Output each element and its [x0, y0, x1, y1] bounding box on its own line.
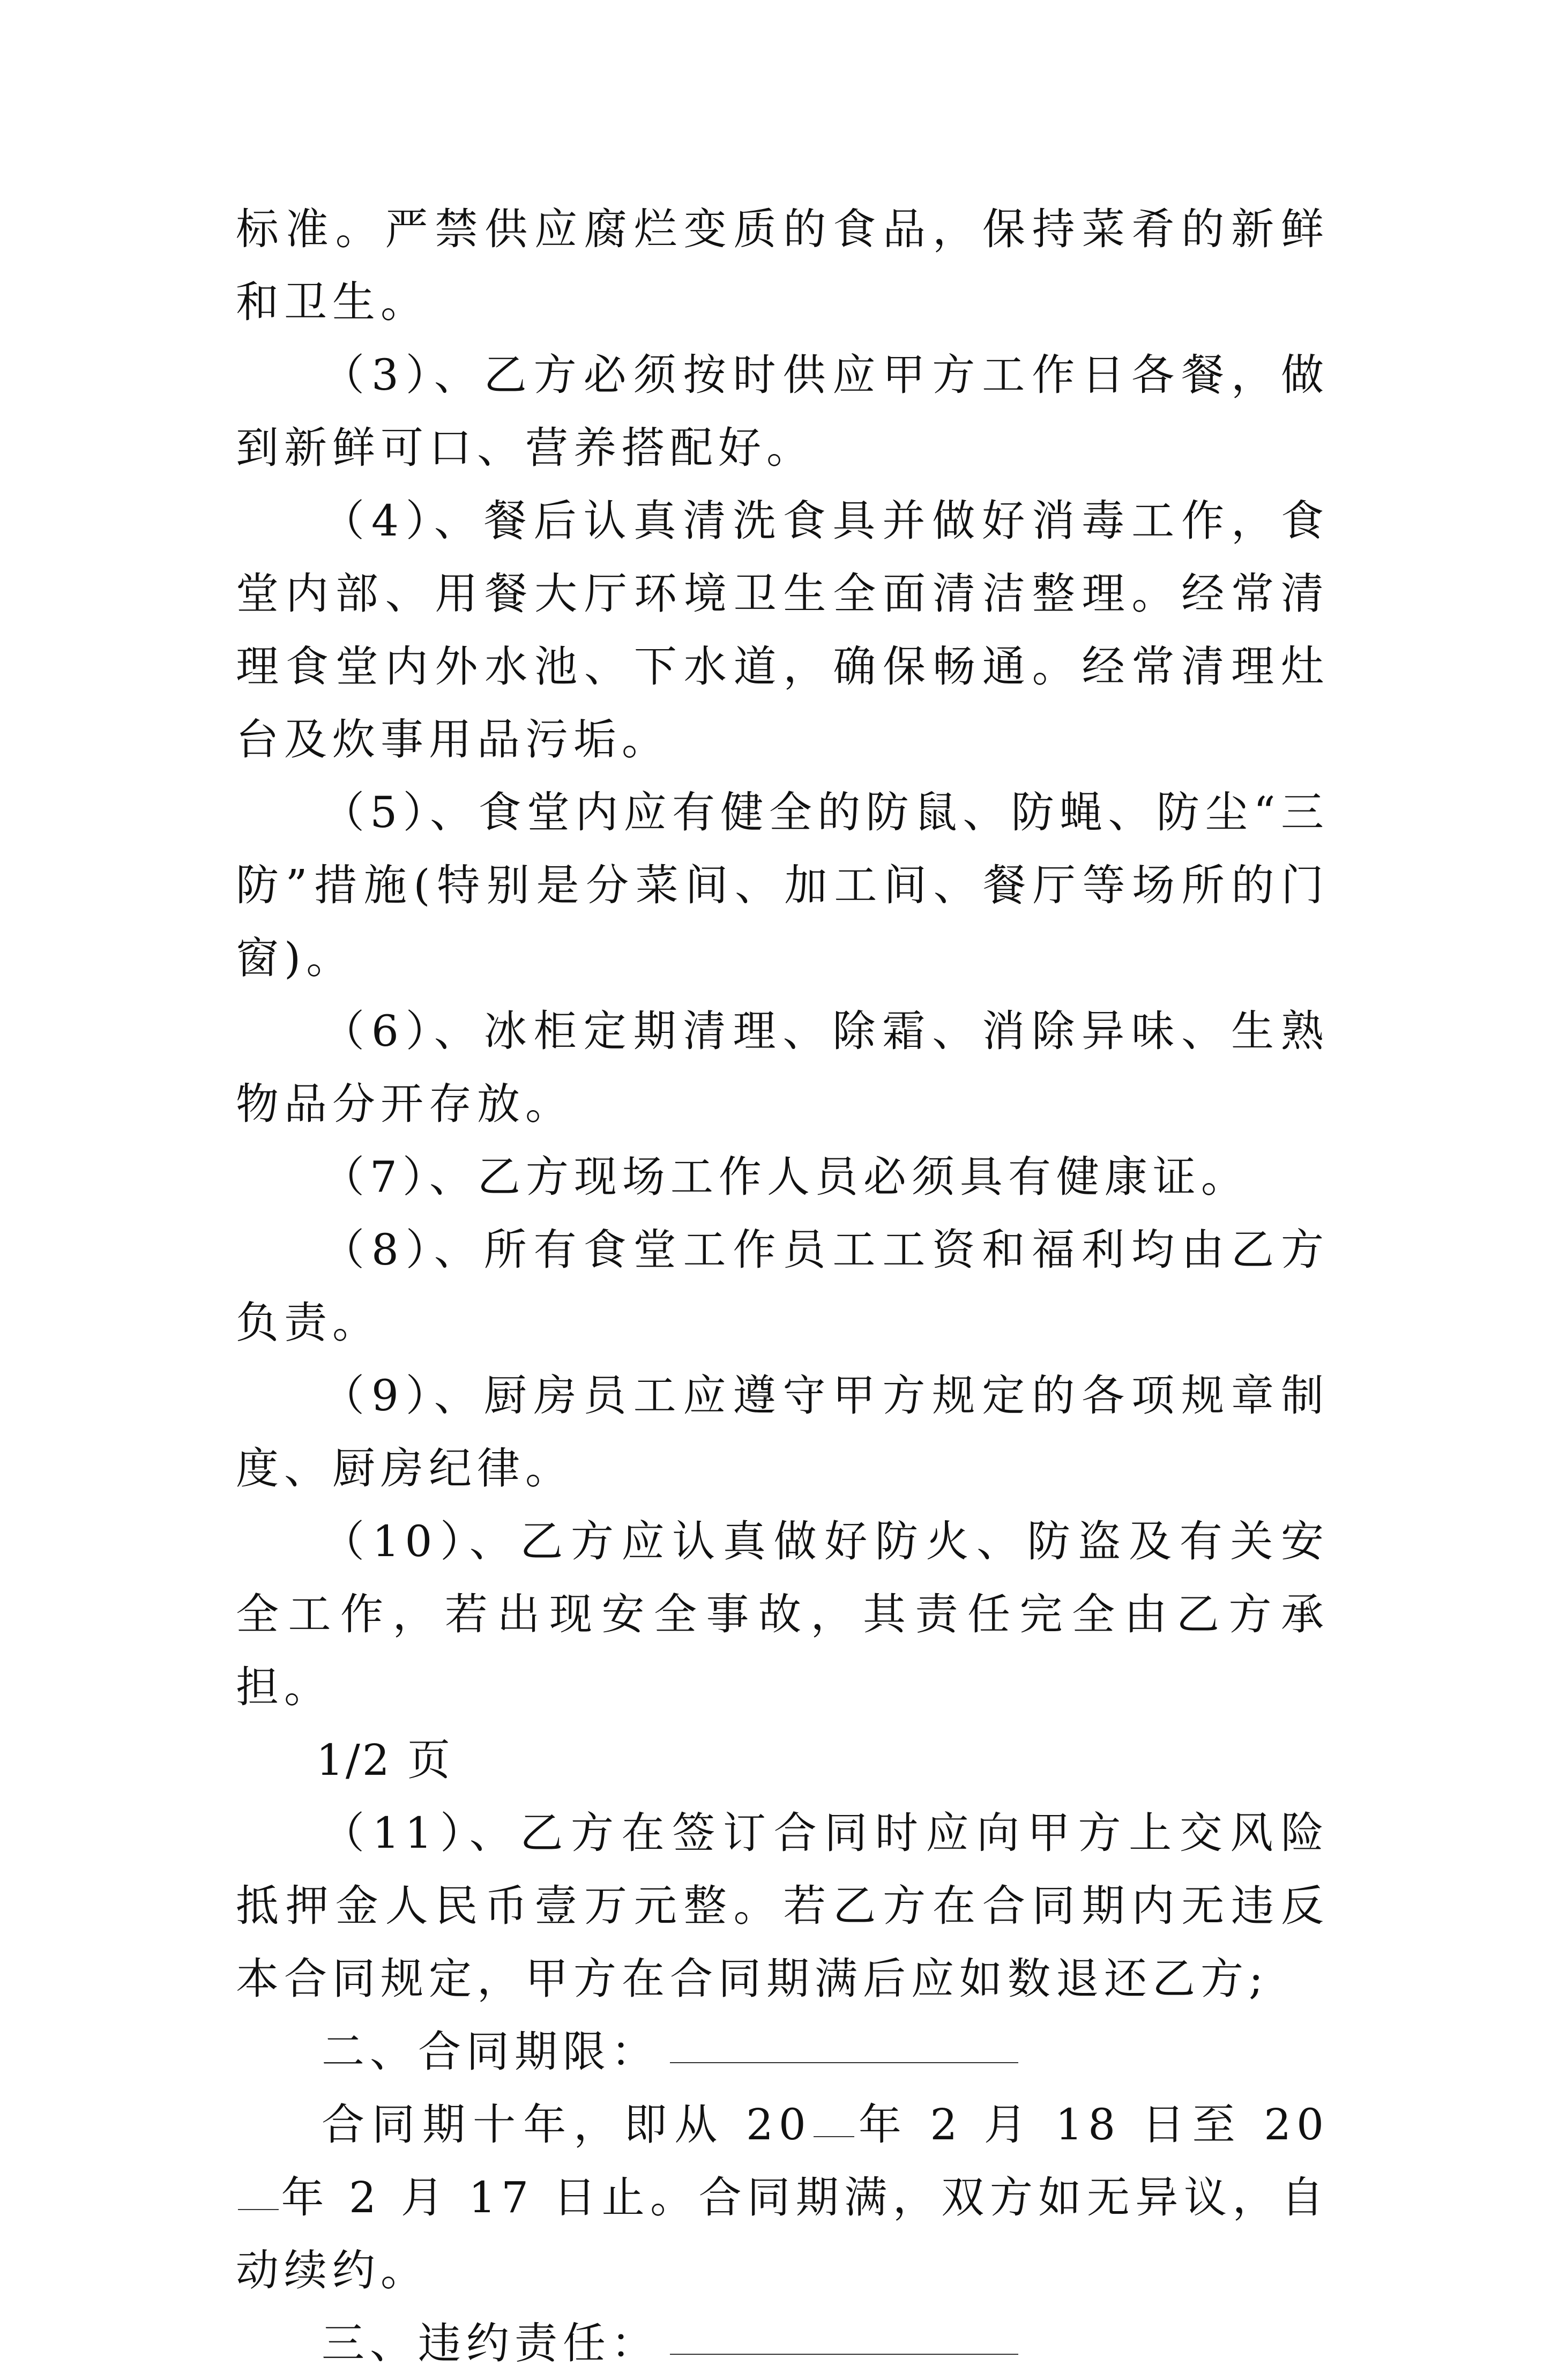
paragraph-item-8: （8）、所有食堂工作员工工资和福利均由乙方负责。: [236, 1225, 1329, 1348]
paragraph-item-11: （11）、乙方在签订合同时应向甲方上交风险抵押金人民币壹万元整。若乙方在合同期内无违反本合同规定，甲方在合同期满后应如数退还乙方;: [236, 1808, 1329, 2004]
paragraph-item-3: （3）、乙方必须按时供应甲方工作日各餐，做到新鲜可口、营养搭配好。: [236, 350, 1329, 473]
section-3-line: [236, 2307, 1329, 2380]
paragraph-item-4: （4）、餐后认真清洗食具并做好消毒工作，食堂内部、用餐大厅环境卫生全面清洁整理。经常清理食堂内外水池、下水道，确保畅通。经常清理灶台及炊事用品污垢。: [236, 496, 1329, 764]
year-blank-end: [238, 2209, 279, 2210]
term-paragraph: [236, 2088, 1329, 2307]
document-body: [236, 193, 1329, 2380]
paragraph-item-10: （10）、乙方应认真做好防火、防盗及有关安全工作，若出现安全事故，其责任完全由乙方承担。: [236, 1516, 1329, 1712]
section-2-heading: 二、合同期限：: [322, 2027, 659, 2077]
paragraph-item-5: （5）、食堂内应有健全的防鼠、防蝇、防尘“三防”措施(特别是分菜间、加工间、餐厅等场所的门窗)。: [236, 787, 1329, 983]
paragraph-item-6: （6）、冰柜定期清理、除霜、消除异味、生熟物品分开存放。: [236, 1006, 1329, 1129]
section-2-line: [236, 2015, 1329, 2088]
fill-in-blank-term: [670, 2062, 1018, 2063]
term-text-3: 年 2 月 17 日止。合同期满，双方如无异议，自动续约。: [236, 2173, 1329, 2295]
year-blank-start: [814, 2136, 854, 2137]
section-3-heading: 三、违约责任：: [322, 2318, 659, 2368]
paragraph-continued: 标准。严禁供应腐烂变质的食品，保持菜肴的新鲜和卫生。: [236, 204, 1329, 327]
term-text-2: 年 2 月 18 日至 20: [856, 2100, 1329, 2150]
paragraph-item-7: （7）、乙方现场工作人员必须具有健康证。: [322, 1152, 1249, 1202]
term-text-1: 合同期十年，即从 20: [322, 2100, 811, 2150]
paragraph-item-9: （9）、厨房员工应遵守甲方规定的各项规章制度、厨房纪律。: [236, 1371, 1329, 1493]
page-number: 1/2 页: [316, 1735, 453, 1785]
fill-in-blank-liability: [670, 2354, 1018, 2355]
